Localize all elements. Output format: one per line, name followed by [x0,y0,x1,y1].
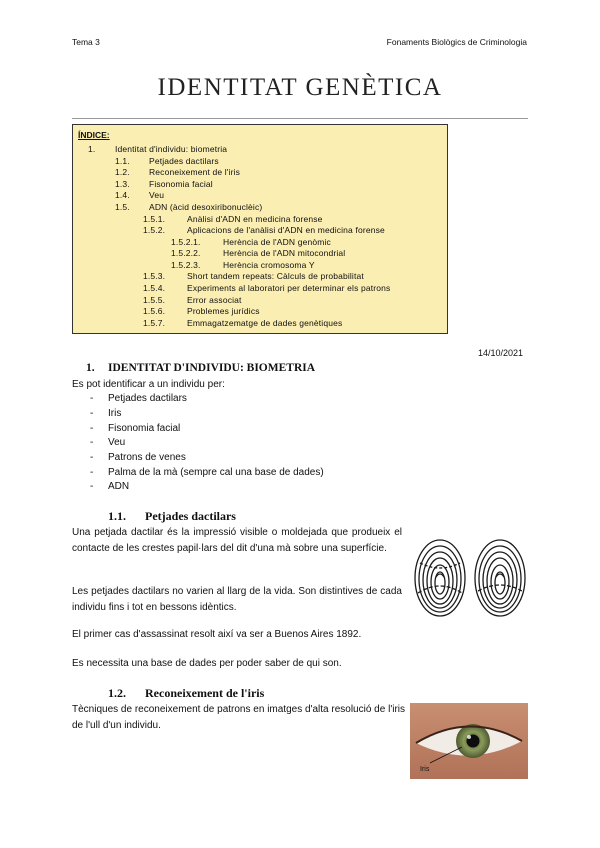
fingerprint-left-icon [415,540,465,616]
section-1-1-number: 1.1. [108,509,126,523]
section-1-heading: IDENTITAT D'INDIVIDU: BIOMETRIA [108,362,316,374]
fingerprint-paragraph-1: Una petjada dactilar és la impressió visible o moldejada que produeix el contacte de les crestes papil·lars del dit d'una mà sobre una superfície. [72,527,402,554]
header-left: Tema 3 [72,37,100,47]
fingerprint-right-icon [475,540,525,616]
section-1-2-number: 1.2. [108,686,126,700]
table-of-contents: ÍNDICE: 1. Identitat d'individu: biometria 1.1. Petjades dactilars 1.2. Reconeixement de l'iris 1.3. Fisonomia facial 1.4. Veu 1.5. ADN (àcid desoxiribonuclèic) 1.5.1. Anàlisi d'ADN en medicina forense 1.5.2. Aplicacions de l'anàlisi d'ADN en medicina forense 1.5.2.1. Herència de l'ADN genòmic 1.5.2.2. Herència de l'ADN mitocondrial 1.5.2.3. Herència cromosoma Y 1.5.3. Short tandem repeats: Càlculs de probabilitat 1.5.4. Experiments al laboratori per determinar els patrons 1.5.5. Error associat 1.5.6. Problemes jurídics 1.5.7. Emmagatzematge de dades genètiques [72,124,448,334]
fingerprint-paragraph-3: El primer cas d'assassinat resolt així va ser a Buenos Aires 1892. [72,629,362,640]
date-stamp: 14/10/2021 [478,348,524,358]
fingerprint-paragraph-4: Es necessita una base de dades per poder saber de qui son. [72,658,342,669]
section-1-1-heading: Petjades dactilars [145,509,236,523]
iris-image [410,703,528,779]
toc-label: ÍNDICE: [78,130,110,140]
iris-paragraph: Tècniques de reconeixement de patrons en imatges d'alta resolució de l'iris de l'ull d'un individu. [72,704,405,731]
header-right: Fonaments Biològics de Criminologia [386,37,527,47]
section-1-number: 1. [86,362,95,374]
fingerprint-paragraph-2: Les petjades dactilars no varien al llarg de la vida. Son distintives de cada individu fins i tot en bessons idèntics. [72,586,402,613]
section-1-2-heading: Reconeixement de l'iris [145,686,265,700]
title-divider [72,118,528,119]
page-title: IDENTITAT GENÈTICA [157,74,443,101]
fingerprint-image [410,533,530,621]
iris-label: Iris [420,766,430,773]
section-1-intro: Es pot identificar a un individu per: [72,379,225,390]
